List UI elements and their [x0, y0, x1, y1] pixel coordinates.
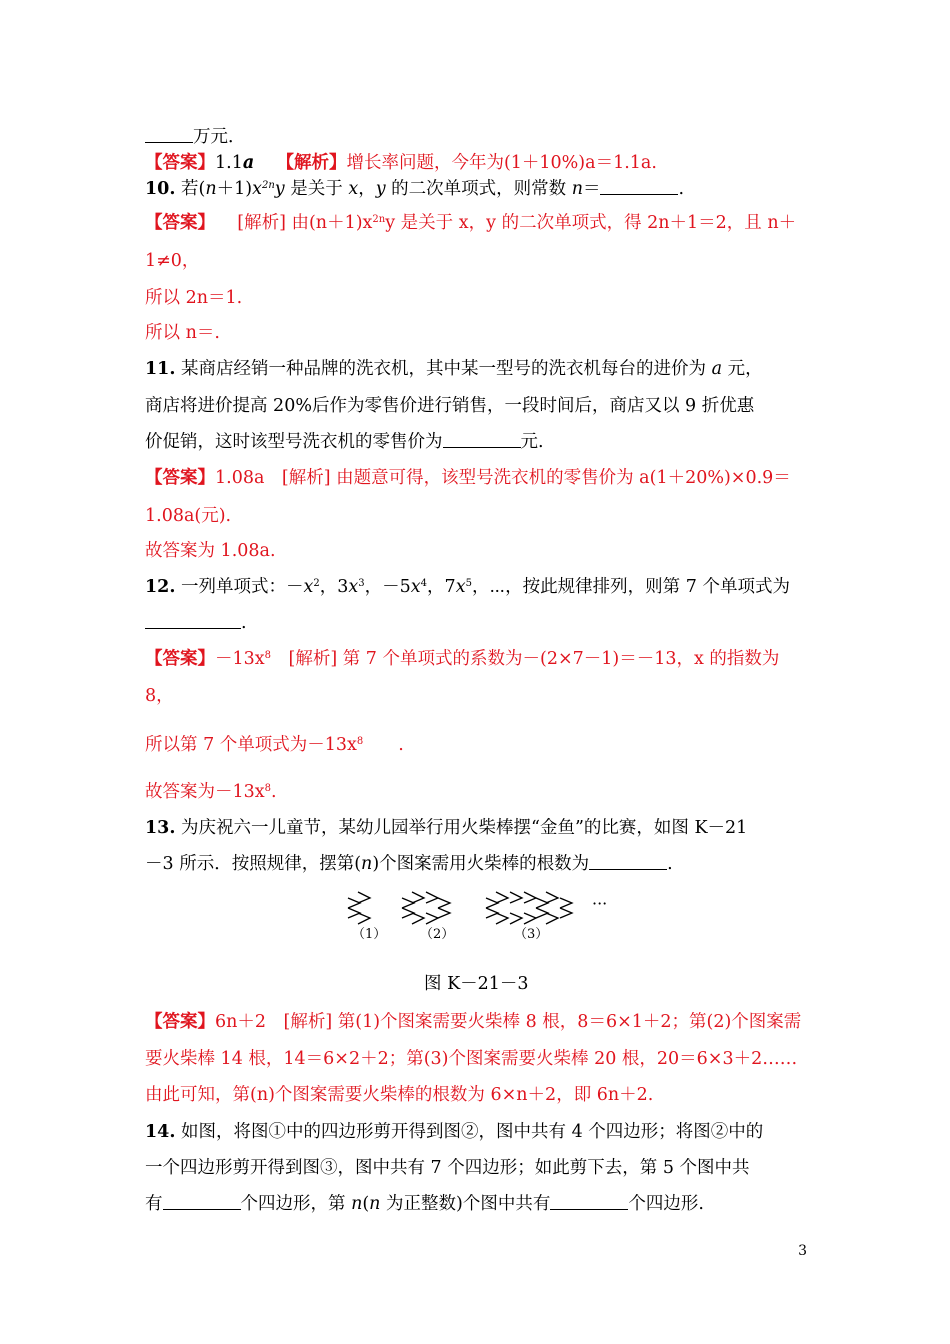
blank	[145, 614, 241, 629]
q14-line2: 一个四边形剪开得到图③，图中共有 7 个四边形；如此剪下去，第 5 个图中共	[145, 1158, 750, 1178]
q12-answer-line3: 所以第 7 个单项式为$-13x^8$ .	[145, 735, 404, 755]
figure-ellipsis: ···	[592, 894, 608, 913]
blank	[145, 128, 193, 143]
q13-answer-line1: 【答案】6n＋2 [解析] 第(1)个图案需要火柴棒 8 根，8＝6×1＋2；第(2)个图案需	[145, 1012, 802, 1032]
q13-answer-line2: 要火柴棒 14 根，14＝6×2＋2；第(3)个图案需要火柴棒 20 根，20＝6×3＋2……	[145, 1049, 798, 1069]
figure-caption-3: （3）	[514, 927, 549, 942]
q11-line3: 价促销，这时该型号洗衣机的零售价为 元.	[145, 432, 544, 452]
q10-answer-line2: 1≠0，	[145, 251, 200, 271]
figure-title: 图 K－21－3	[424, 974, 529, 994]
q12-answer-line4: 故答案为$-13x^8$.	[145, 782, 277, 802]
q10-answer-line3: 所以 2n＝1.	[145, 288, 243, 308]
pattern-1	[348, 892, 370, 924]
q13-line2: －3 所示．按照规律，摆第(n)个图案需用火柴棒的根数为 .	[145, 854, 673, 874]
q12-line2: .	[145, 612, 247, 634]
blank	[589, 855, 667, 870]
blank	[600, 180, 678, 195]
q11-answer-line3: 故答案为 1.08a.	[145, 541, 276, 561]
q11-line1: 11. 某商店经销一种品牌的洗衣机，其中某一型号的洗衣机每台的进价为 a 元，	[145, 359, 763, 379]
q14-line3: 有 个四边形，第 n(n 为正整数)个图中共有 个四边形.	[145, 1194, 704, 1214]
page-number: 3	[798, 1243, 807, 1259]
q12-line1: 12. 一列单项式：$-x^2$，$3x^3$，$-5x^4$，$7x^5$，⋯，按此规律排列，则第 7 个单项式为	[145, 577, 790, 597]
q10-question: 10. 若$(n+1)x^{2n}y$ 是关于 x，y 的二次单项式，则常数 n＝ .	[145, 179, 685, 199]
q11-answer-line1: 【答案】1.08a [解析] 由题意可得，该型号洗衣机的零售价为 a(1＋20%)×0.9＝	[145, 468, 791, 488]
q11-line2: 商店将进价提高 20%后作为零售价进行销售，一段时间后，商店又以 9 折优惠	[145, 396, 755, 416]
q13-line1: 13. 为庆祝六一儿童节，某幼儿园举行用火柴棒摆“金鱼”的比赛，如图 K－21	[145, 818, 748, 838]
q10-answer-line1: 【答案】 [解析] 由$(n+1)x^{2n}y$ 是关于 x，y 的二次单项式，得 2n＋1＝2，且 n＋	[145, 213, 797, 233]
q9-tail-line: 万元．	[145, 126, 246, 148]
q14-line1: 14. 如图，将图①中的四边形剪开得到图②，图中共有 4 个四边形；将图②中的	[145, 1122, 764, 1142]
blank	[163, 1195, 241, 1210]
pattern-2	[402, 892, 450, 924]
pattern-3	[486, 892, 572, 924]
figure-caption-1: （1）	[352, 927, 387, 942]
q13-answer-line3: 由此可知，第(n)个图案需要火柴棒的根数为 6×n＋2，即 6n＋2.	[145, 1085, 654, 1105]
q12-answer-line1: 【答案】$-13x^8$ [解析] 第 7 个单项式的系数为－(2×7－1)＝－13，x 的指数为	[145, 649, 780, 669]
blank	[550, 1195, 628, 1210]
q11-answer-line2: 1.08a(元).	[145, 506, 232, 526]
q10-answer-line4: 所以 n＝.	[145, 323, 220, 343]
q12-answer-line2: 8，	[145, 686, 174, 706]
q9-answer: 【答案】1.1a 【解析】增长率问题，今年为(1＋10%)a＝1.1a.	[145, 153, 657, 173]
figure-caption-2: （2）	[420, 927, 455, 942]
blank	[443, 433, 521, 448]
